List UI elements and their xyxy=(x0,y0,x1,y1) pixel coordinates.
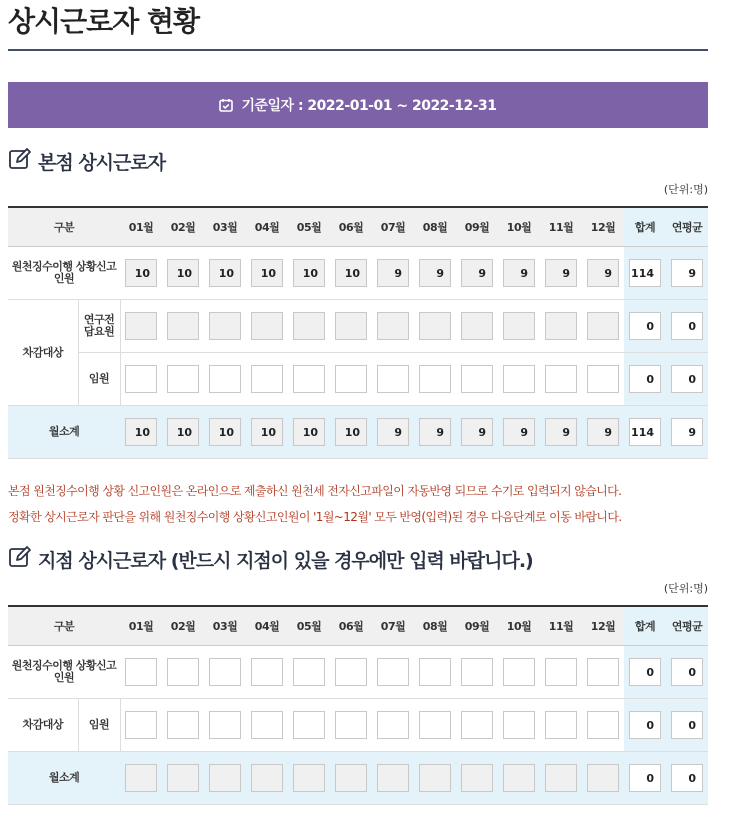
month-11-input xyxy=(545,312,577,340)
branch-table xyxy=(8,605,708,805)
month-09-input xyxy=(461,312,493,340)
month-06-input xyxy=(335,312,367,340)
month-12-input xyxy=(587,312,619,340)
row-sublabel: 임원 xyxy=(78,353,120,406)
main-section-title: 본점 상시근로자 xyxy=(38,152,166,174)
month-04-input xyxy=(251,764,283,792)
main-table-header xyxy=(8,207,708,247)
main-header-9: 09월 xyxy=(456,207,498,247)
month-01-input: 10 xyxy=(125,259,157,287)
month-04-input[interactable] xyxy=(251,658,283,686)
month-12-input[interactable] xyxy=(587,658,619,686)
month-11-input: 9 xyxy=(545,418,577,446)
month-05-input[interactable] xyxy=(293,365,325,393)
month-08-input[interactable] xyxy=(419,658,451,686)
month-04-input[interactable] xyxy=(251,711,283,739)
month-01-input[interactable] xyxy=(125,365,157,393)
branch-table-header xyxy=(8,606,708,646)
month-06-input xyxy=(335,764,367,792)
month-04-input[interactable] xyxy=(251,365,283,393)
month-06-input: 10 xyxy=(335,259,367,287)
title-divider xyxy=(8,49,708,51)
average-value: 0 xyxy=(671,658,703,686)
month-09-input[interactable] xyxy=(461,365,493,393)
month-09-input[interactable] xyxy=(461,658,493,686)
main-header-6: 06월 xyxy=(330,207,372,247)
month-04-input: 10 xyxy=(251,259,283,287)
month-07-input xyxy=(377,312,409,340)
branch-header-11: 11월 xyxy=(540,606,582,646)
month-10-input[interactable] xyxy=(503,711,535,739)
branch-header-14: 연평균 xyxy=(666,606,708,646)
main-header-10: 10월 xyxy=(498,207,540,247)
month-01-input xyxy=(125,764,157,792)
month-10-input xyxy=(503,312,535,340)
month-07-input[interactable] xyxy=(377,365,409,393)
branch-header-9: 09월 xyxy=(456,606,498,646)
month-11-input: 9 xyxy=(545,259,577,287)
sum-value: 0 xyxy=(629,658,661,686)
month-11-input xyxy=(545,764,577,792)
sum-value: 114 xyxy=(629,418,661,446)
month-05-input xyxy=(293,312,325,340)
month-06-input[interactable] xyxy=(335,365,367,393)
month-05-input: 10 xyxy=(293,259,325,287)
month-06-input: 10 xyxy=(335,418,367,446)
table-row xyxy=(8,699,708,752)
month-03-input xyxy=(209,764,241,792)
month-02-input: 10 xyxy=(167,259,199,287)
branch-section-heading xyxy=(8,545,533,574)
main-header-7: 07월 xyxy=(372,207,414,247)
row-label: 월소계 xyxy=(8,752,120,805)
main-header-13: 합계 xyxy=(624,207,666,247)
edit-icon xyxy=(8,545,32,574)
row-label: 차감대상 xyxy=(8,300,78,406)
period-text: 기준일자 : 2022-01-01 ~ 2022-12-31 xyxy=(241,98,497,114)
notice-auto-reflect: 본점 원천징수이행 상황 신고인원은 온라인으로 제출하신 원천세 전자신고파일이 자동반영 되므로 수기로 입력되지 않습니다. xyxy=(8,484,622,498)
table-row xyxy=(8,247,708,300)
average-value: 9 xyxy=(671,418,703,446)
month-12-input[interactable] xyxy=(587,711,619,739)
month-02-input: 10 xyxy=(167,418,199,446)
page-title: 상시근로자 현황 xyxy=(8,5,200,38)
month-12-input[interactable] xyxy=(587,365,619,393)
main-header-5: 05월 xyxy=(288,207,330,247)
average-value: 0 xyxy=(671,312,703,340)
month-08-input[interactable] xyxy=(419,365,451,393)
row-label: 원천징수이행 상황신고인원 xyxy=(8,247,120,300)
main-header-2: 02월 xyxy=(162,207,204,247)
month-11-input[interactable] xyxy=(545,711,577,739)
month-07-input[interactable] xyxy=(377,711,409,739)
main-header-0: 구분 xyxy=(8,207,120,247)
month-09-input[interactable] xyxy=(461,711,493,739)
sum-value: 0 xyxy=(629,711,661,739)
branch-header-6: 06월 xyxy=(330,606,372,646)
average-value: 0 xyxy=(671,365,703,393)
branch-header-10: 10월 xyxy=(498,606,540,646)
month-03-input: 10 xyxy=(209,418,241,446)
month-08-input[interactable] xyxy=(419,711,451,739)
main-header-11: 11월 xyxy=(540,207,582,247)
table-row xyxy=(8,406,708,459)
month-05-input[interactable] xyxy=(293,711,325,739)
month-07-input: 9 xyxy=(377,418,409,446)
main-header-12: 12월 xyxy=(582,207,624,247)
main-section-heading xyxy=(8,147,165,176)
month-05-input[interactable] xyxy=(293,658,325,686)
branch-header-12: 12월 xyxy=(582,606,624,646)
row-label: 월소계 xyxy=(8,406,120,459)
main-header-14: 연평균 xyxy=(666,207,708,247)
sum-value: 114 xyxy=(629,259,661,287)
month-09-input: 9 xyxy=(461,259,493,287)
month-07-input[interactable] xyxy=(377,658,409,686)
sum-value: 0 xyxy=(629,312,661,340)
branch-section-title: 지점 상시근로자 (반드시 지점이 있을 경우에만 입력 바랍니다.) xyxy=(38,550,533,572)
month-02-input[interactable] xyxy=(167,658,199,686)
month-05-input xyxy=(293,764,325,792)
month-06-input[interactable] xyxy=(335,658,367,686)
month-12-input: 9 xyxy=(587,418,619,446)
table-row xyxy=(8,752,708,805)
branch-header-13: 합계 xyxy=(624,606,666,646)
branch-header-3: 03월 xyxy=(204,606,246,646)
month-01-input xyxy=(125,312,157,340)
month-09-input: 9 xyxy=(461,418,493,446)
month-03-input[interactable] xyxy=(209,658,241,686)
month-02-input xyxy=(167,312,199,340)
period-banner xyxy=(8,82,708,128)
table-row xyxy=(8,353,708,406)
main-header-4: 04월 xyxy=(246,207,288,247)
month-10-input: 9 xyxy=(503,259,535,287)
unit-label-branch: (단위:명) xyxy=(663,582,708,595)
month-08-input xyxy=(419,312,451,340)
month-02-input[interactable] xyxy=(167,365,199,393)
table-row xyxy=(8,300,708,353)
month-02-input xyxy=(167,764,199,792)
main-table xyxy=(8,206,708,459)
average-value: 0 xyxy=(671,711,703,739)
month-01-input[interactable] xyxy=(125,658,157,686)
month-07-input xyxy=(377,764,409,792)
row-sublabel: 임원 xyxy=(78,699,120,752)
month-08-input: 9 xyxy=(419,259,451,287)
unit-label-main: (단위:명) xyxy=(663,183,708,196)
branch-header-5: 05월 xyxy=(288,606,330,646)
notice-next-step: 정확한 상시근로자 판단을 위해 원천징수이행 상황신고인원이 '1월~12월' 모두 반영(입력)된 경우 다음단계로 이동 바랍니다. xyxy=(8,510,622,524)
main-header-3: 03월 xyxy=(204,207,246,247)
month-01-input[interactable] xyxy=(125,711,157,739)
row-label: 차감대상 xyxy=(8,699,78,752)
month-03-input[interactable] xyxy=(209,711,241,739)
main-header-1: 01월 xyxy=(120,207,162,247)
branch-header-8: 08월 xyxy=(414,606,456,646)
month-01-input: 10 xyxy=(125,418,157,446)
month-04-input: 10 xyxy=(251,418,283,446)
month-02-input[interactable] xyxy=(167,711,199,739)
month-12-input: 9 xyxy=(587,259,619,287)
month-06-input[interactable] xyxy=(335,711,367,739)
row-label: 원천징수이행 상황신고인원 xyxy=(8,646,120,699)
month-11-input[interactable] xyxy=(545,658,577,686)
branch-header-2: 02월 xyxy=(162,606,204,646)
month-08-input xyxy=(419,764,451,792)
month-11-input[interactable] xyxy=(545,365,577,393)
month-08-input: 9 xyxy=(419,418,451,446)
branch-header-4: 04월 xyxy=(246,606,288,646)
sum-value: 0 xyxy=(629,764,661,792)
row-sublabel: 연구전 담요원 xyxy=(78,300,120,353)
average-value: 9 xyxy=(671,259,703,287)
month-10-input[interactable] xyxy=(503,365,535,393)
month-10-input: 9 xyxy=(503,418,535,446)
month-10-input[interactable] xyxy=(503,658,535,686)
month-03-input: 10 xyxy=(209,259,241,287)
month-03-input[interactable] xyxy=(209,365,241,393)
month-03-input xyxy=(209,312,241,340)
branch-header-7: 07월 xyxy=(372,606,414,646)
edit-icon xyxy=(8,147,32,176)
month-09-input xyxy=(461,764,493,792)
main-header-8: 08월 xyxy=(414,207,456,247)
average-value: 0 xyxy=(671,764,703,792)
sum-value: 0 xyxy=(629,365,661,393)
calendar-check-icon xyxy=(219,98,233,112)
branch-header-1: 01월 xyxy=(120,606,162,646)
table-row xyxy=(8,646,708,699)
month-10-input xyxy=(503,764,535,792)
month-05-input: 10 xyxy=(293,418,325,446)
branch-header-0: 구분 xyxy=(8,606,120,646)
month-07-input: 9 xyxy=(377,259,409,287)
month-12-input xyxy=(587,764,619,792)
month-04-input xyxy=(251,312,283,340)
